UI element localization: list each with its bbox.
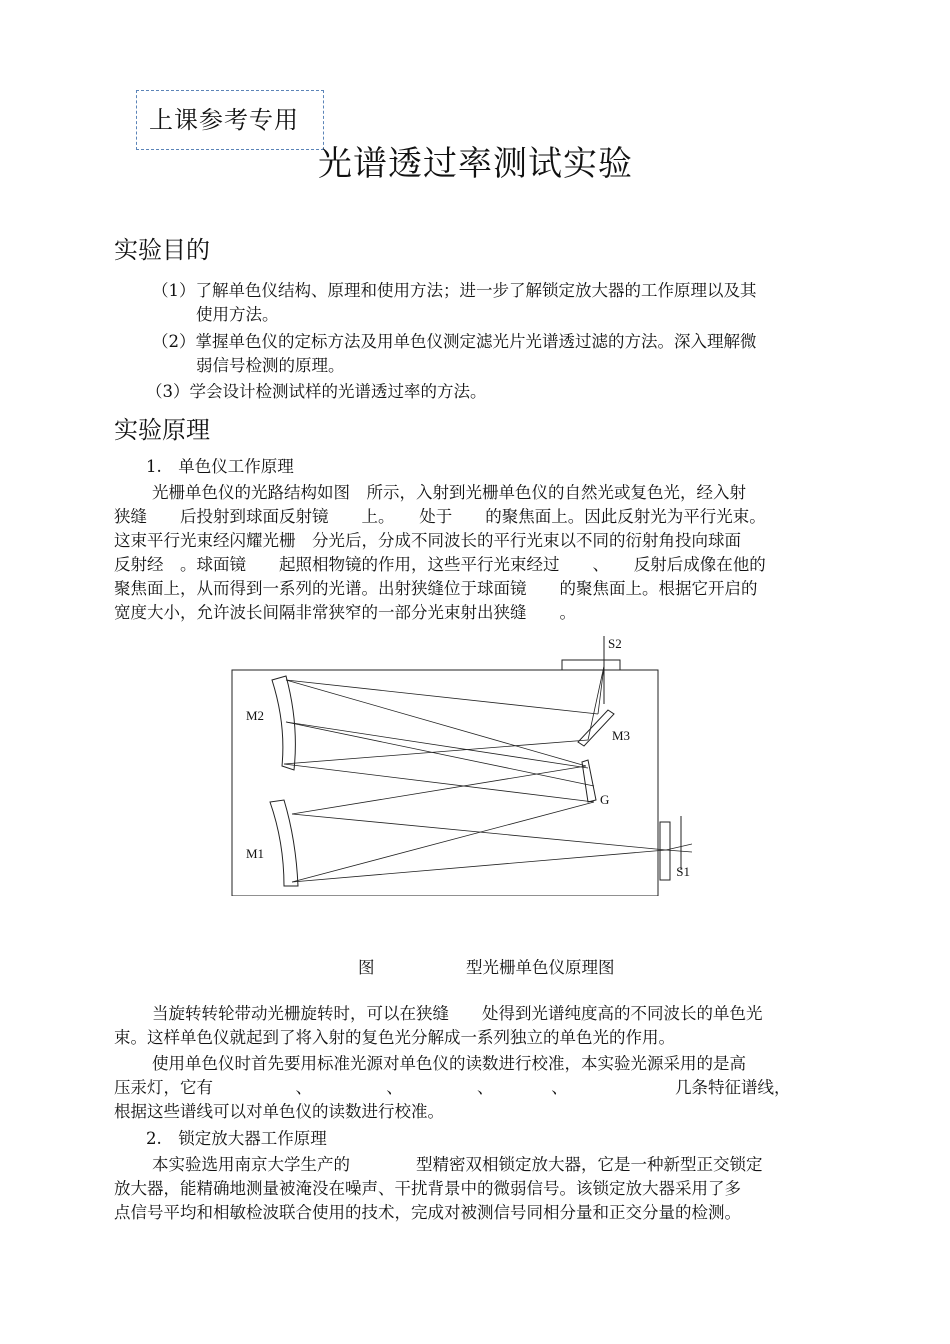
para3-line: 压汞灯，它有 、 、 、 、 几条特征谱线， <box>114 1078 791 1097</box>
figure-caption-title: 型光栅单色仪原理图 <box>466 958 615 977</box>
para1-line: 光栅单色仪的光路结构如图 所示，入射到光栅单色仪的自然光或复色光，经入射 <box>152 483 746 502</box>
para1-line: 聚焦面上，从而得到一系列的光谱。出射狭缝位于球面镜 的聚焦面上。根据它开启的 <box>114 579 758 598</box>
slit-s2 <box>562 660 620 670</box>
purpose-item-1: （1）了解单色仪结构、原理和使用方法；进一步了解锁定放大器的工作原理以及其 <box>152 281 757 300</box>
para3-line: 根据这些谱线可以对单色仪的读数进行校准。 <box>114 1102 444 1121</box>
subheading-monochromator: 1. 单色仪工作原理 <box>146 457 294 476</box>
reference-stamp: 上课参考专用 <box>136 90 324 150</box>
para4-line: 放大器，能精确地测量被淹没在噪声、干扰背景中的微弱信号。该锁定放大器采用了多 <box>114 1179 741 1198</box>
para1-line: 宽度大小，允许波长间隔非常狭窄的一部分光束射出狭缝 。 <box>114 603 576 622</box>
para1-line: 反射经 。球面镜 起照相物镜的作用，这些平行光束经过 、 反射后成像在他的 <box>114 555 766 574</box>
label-m2: M2 <box>246 708 265 723</box>
light-paths <box>284 666 692 882</box>
section-heading-purpose: 实验目的 <box>114 236 210 264</box>
section-heading-principle: 实验原理 <box>114 416 210 444</box>
para2-line: 当旋转转轮带动光栅旋转时，可以在狭缝 处得到光谱纯度高的不同波长的单色光 <box>152 1004 763 1023</box>
para1-line: 狭缝 后投射到球面反射镜 上。 处于 的聚焦面上。因此反射光为平行光束。 <box>114 507 766 526</box>
para4-line: 点信号平均和相敏检波联合使用的技术，完成对被测信号同相分量和正交分量的检测。 <box>114 1203 741 1222</box>
page-title: 光谱透过率测试实验 <box>318 144 633 184</box>
slit-s1 <box>660 822 670 880</box>
label-m3: M3 <box>612 728 631 743</box>
figure-caption-label: 图 <box>358 958 375 977</box>
monochromator-diagram <box>226 636 692 896</box>
purpose-item-2-cont: 弱信号检测的原理。 <box>196 356 345 375</box>
para4-line: 本实验选用南京大学生产的 型精密双相锁定放大器，它是一种新型正交锁定 <box>152 1155 763 1174</box>
label-s1: S1 <box>676 864 690 879</box>
label-s2: S2 <box>608 636 622 651</box>
label-g: G <box>600 792 610 807</box>
purpose-item-2: （2）掌握单色仪的定标方法及用单色仪测定滤光片光谱透过滤的方法。深入理解微 <box>152 332 757 351</box>
purpose-item-3: （3）学会设计检测试样的光谱透过率的方法。 <box>146 382 487 401</box>
para1-line: 这束平行光束经闪耀光栅 分光后，分成不同波长的平行光束以不同的衍射角投向球面 <box>114 531 741 550</box>
label-m1: M1 <box>246 846 265 861</box>
subheading-lockin: 2. 锁定放大器工作原理 <box>146 1129 327 1148</box>
para3-line: 使用单色仪时首先要用标准光源对单色仪的读数进行校准，本实验光源采用的是高 <box>152 1054 746 1073</box>
purpose-item-1-cont: 使用方法。 <box>196 305 279 324</box>
mirror-m1 <box>270 800 298 886</box>
para2-line: 束。这样单色仪就起到了将入射的复色光分解成一系列独立的单色光的作用。 <box>114 1028 675 1047</box>
